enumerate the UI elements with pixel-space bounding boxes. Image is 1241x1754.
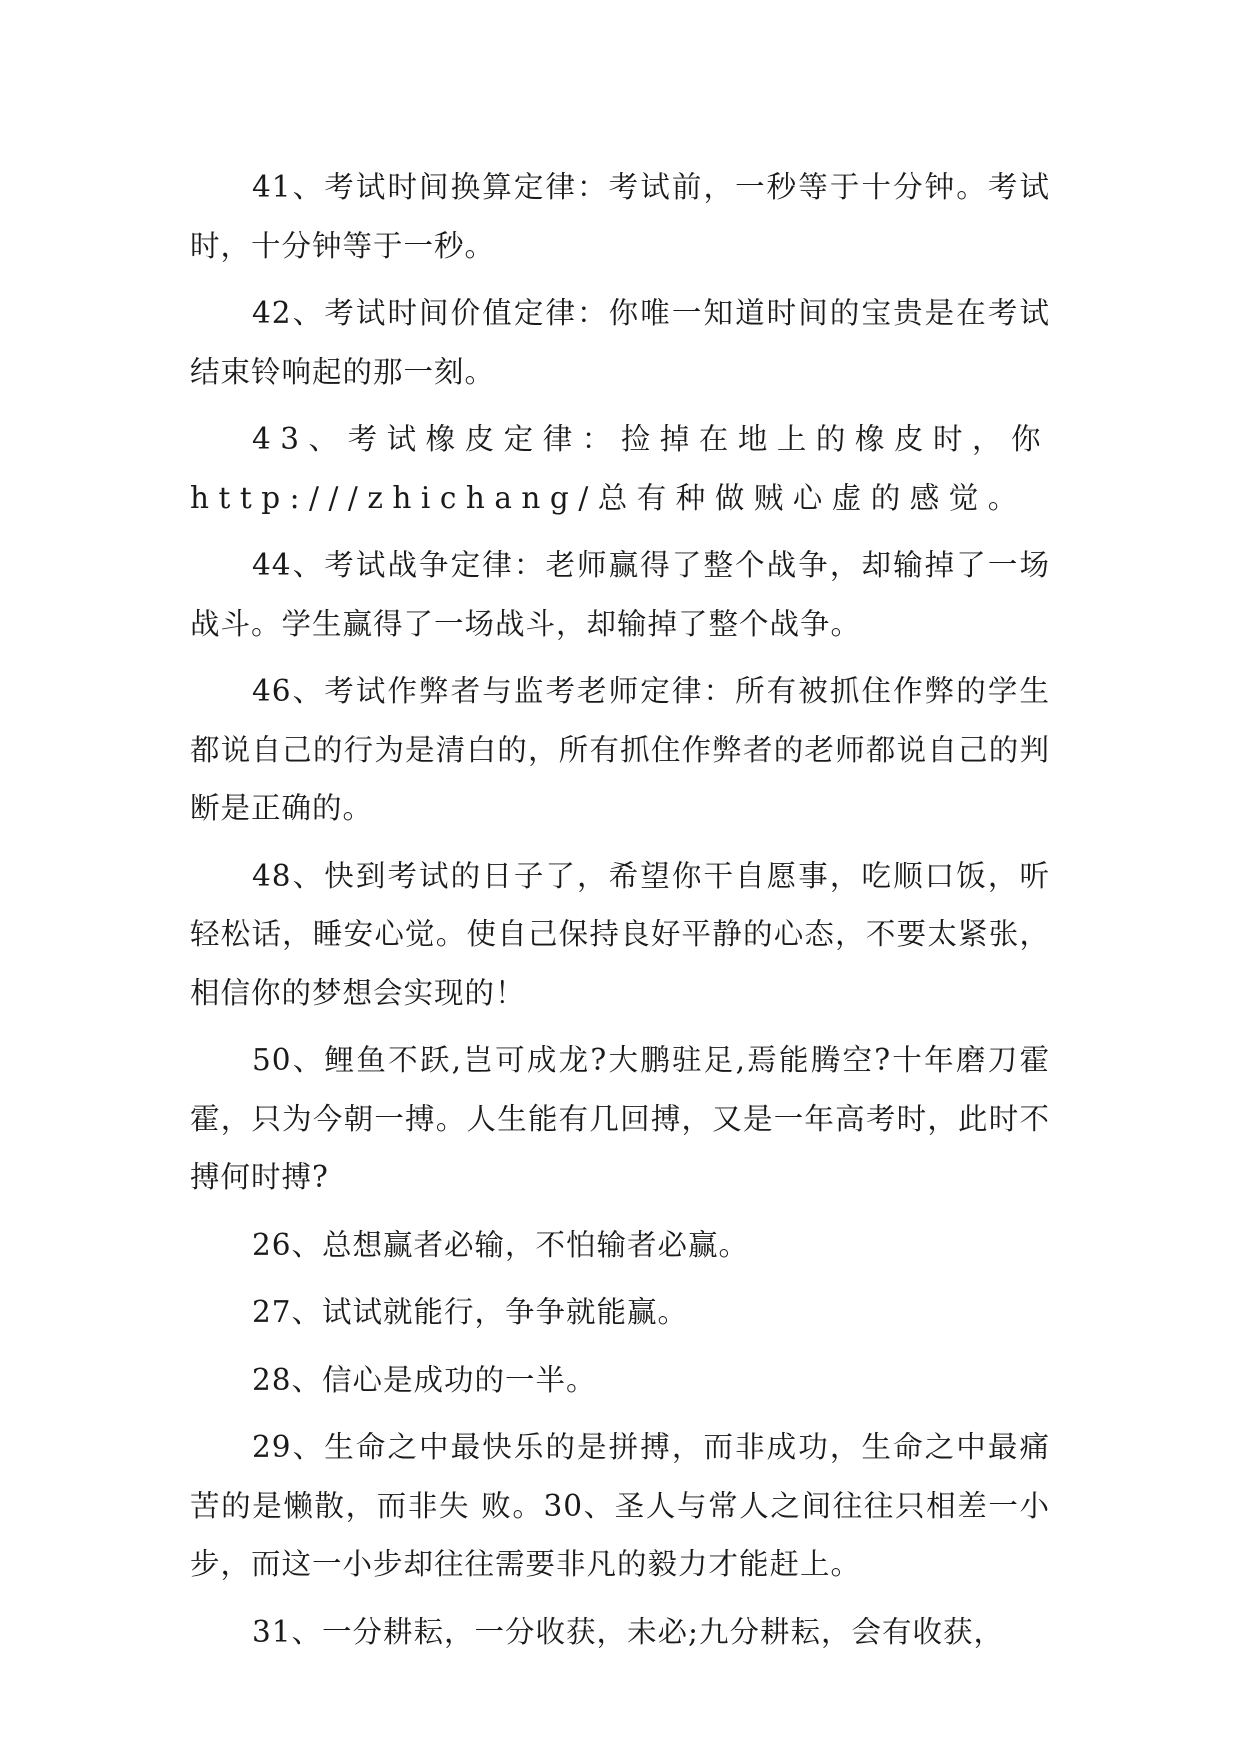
paragraph-31: 31、一分耕耘，一分收获，未必;九分耕耘，会有收获， <box>252 1614 1004 1649</box>
paragraph-28: 28、信心是成功的一半。 <box>252 1362 597 1397</box>
paragraph-43: 43、考试橡皮定律：捡掉在地上的橡皮时，你http:///zhichang/总有种做贼心虚的感觉。 <box>190 422 1050 515</box>
document-body <box>190 158 1050 1670</box>
paragraph-48: 48、快到考试的日子了，希望你干自愿事，吃顺口饭，听轻松话，睡安心觉。使自己保持良好平静的心态，不要太紧张，相信你的梦想会实现的！ <box>190 858 1050 1010</box>
paragraph-46: 46、考试作弊者与监考老师定律：所有被抓住作弊的学生都说自己的行为是清白的，所有抓住作弊者的老师都说自己的判断是正确的。 <box>190 674 1050 825</box>
paragraph-44: 44、考试战争定律：老师赢得了整个战争，却输掉了一场战斗。学生赢得了一场战斗，却输掉了整个战争。 <box>190 548 1050 641</box>
paragraph-29-30: 29、生命之中最快乐的是拼搏，而非成功，生命之中最痛苦的是懒散，而非失 败。30、圣人与常人之间往往只相差一小步，而这一小步却往往需要非凡的毅力才能赶上。 <box>190 1430 1050 1581</box>
paragraph-50: 50、鲤鱼不跃,岂可成龙?大鹏驻足,焉能腾空?十年磨刀霍霍，只为今朝一搏。人生能有几回搏，又是一年高考时，此时不搏何时搏? <box>190 1043 1050 1194</box>
paragraph-27: 27、试试就能行，争争就能赢。 <box>252 1295 689 1329</box>
paragraph-26: 26、总想赢者必输，不怕输者必赢。 <box>252 1227 750 1262</box>
paragraph-42: 42、考试时间价值定律：你唯一知道时间的宝贵是在考试结束铃响起的那一刻。 <box>190 296 1050 389</box>
paragraph-41: 41、考试时间换算定律：考试前，一秒等于十分钟。考试时，十分钟等于一秒。 <box>190 170 1050 263</box>
